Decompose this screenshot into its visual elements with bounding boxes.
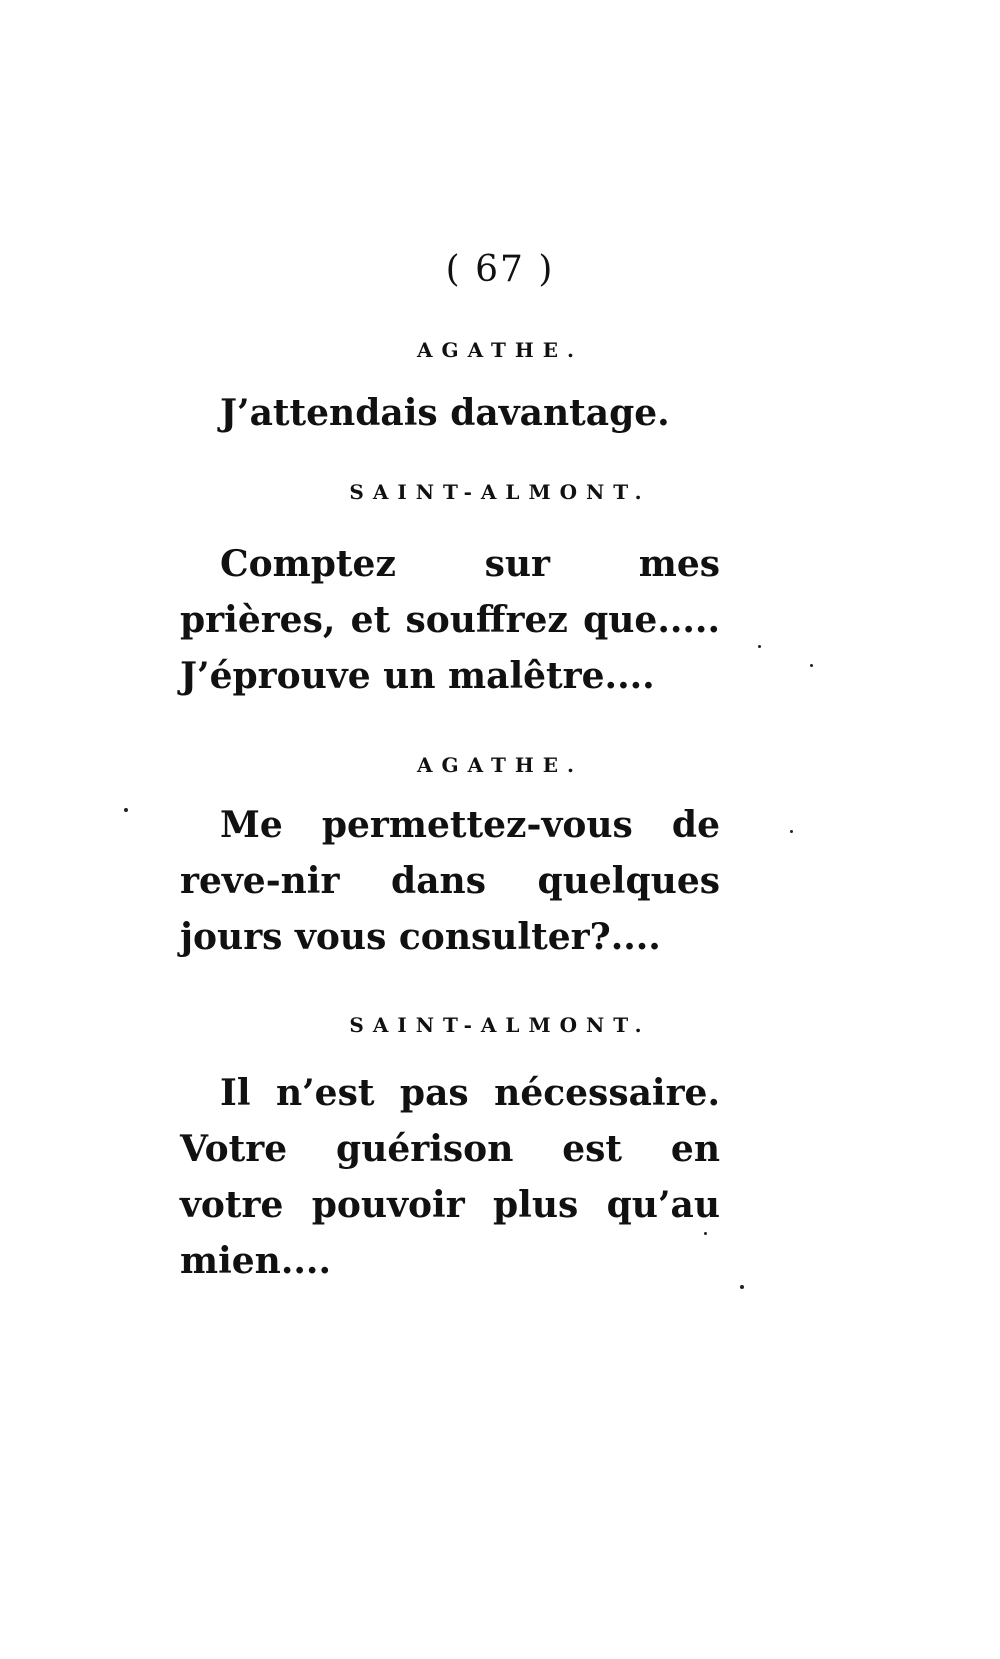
speaker-name: SAINT-ALMONT. (349, 1013, 651, 1037)
scan-speck (758, 645, 761, 648)
scan-speck (810, 664, 813, 667)
speaker-name: AGATHE. (416, 338, 583, 362)
speaker-name: AGATHE. (416, 753, 583, 777)
dialogue-text: Il n’est pas nécessaire. Votre guérison est en votre pouvoir plus qu’au mien.... (180, 1072, 720, 1282)
scan-speck (124, 808, 128, 812)
scan-speck (790, 830, 793, 833)
dialogue-text: Me permettez-vous de reve-nir dans quelques jours vous consulter?.... (180, 804, 720, 958)
page-number: ( 67 ) (445, 249, 555, 290)
scan-speck (740, 1285, 744, 1289)
scan-speck (704, 1232, 707, 1235)
dialogue-text: J’attendais davantage. (220, 392, 670, 434)
dialogue-text: Comptez sur mes prières, et souffrez que..... J’éprouve un malêtre.... (180, 543, 720, 697)
speaker-name: SAINT-ALMONT. (349, 480, 651, 504)
